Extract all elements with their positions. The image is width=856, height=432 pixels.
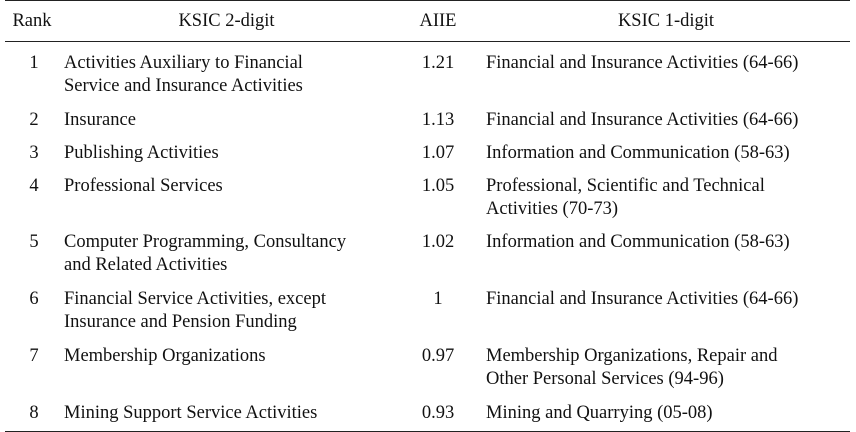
cell-ksic1-line1: Professional, Scientific and Technical — [486, 176, 765, 196]
table-row — [5, 42, 850, 110]
table-row — [5, 142, 850, 175]
cell-ksic1 — [482, 402, 850, 432]
cell-ksic2-line2: Insurance and Pension Funding — [64, 312, 297, 332]
cell-ksic2-line2: Service and Insurance Activities — [64, 76, 303, 96]
cell-rank: 1 — [29, 53, 39, 73]
cell-ksic2-line2: and Related Activities — [64, 255, 228, 275]
cell-ksic2-line1: Publishing Activities — [64, 143, 219, 163]
table-row — [5, 402, 850, 432]
cell-ksic2-line1: Membership Organizations — [64, 346, 266, 366]
header-ksic2: KSIC 2-digit — [178, 11, 275, 31]
cell-ksic2 — [59, 345, 394, 402]
table-row — [5, 288, 850, 345]
header-ksic1: KSIC 1-digit — [617, 11, 715, 31]
cell-ksic1-line2: Activities (70-73) — [486, 199, 619, 219]
cell-rank: 5 — [29, 232, 39, 252]
cell-ksic1-line2: Other Personal Services (94-96) — [486, 369, 724, 389]
cell-rank: 4 — [29, 176, 39, 196]
header-row — [5, 1, 850, 42]
cell-aiie: 1.02 — [421, 232, 455, 252]
cell-ksic1-line1: Financial and Insurance Activities (64-66) — [486, 289, 799, 309]
cell-ksic1-line1: Financial and Insurance Activities (64-66) — [486, 110, 799, 130]
cell-ksic1 — [482, 109, 850, 142]
cell-ksic2-line1: Professional Services — [64, 176, 223, 196]
cell-ksic1 — [482, 288, 850, 345]
cell-aiie: 1.05 — [421, 176, 455, 196]
table-body — [5, 42, 850, 432]
cell-aiie: 0.97 — [421, 346, 455, 366]
table-row — [5, 175, 850, 231]
cell-ksic2-line1: Computer Programming, Consultancy — [64, 232, 347, 252]
cell-aiie: 1 — [433, 289, 443, 309]
cell-aiie: 0.93 — [421, 403, 455, 423]
cell-aiie: 1.07 — [421, 143, 455, 163]
cell-ksic1 — [482, 42, 850, 110]
cell-ksic1 — [482, 175, 850, 231]
table-row — [5, 345, 850, 402]
cell-ksic2 — [59, 402, 394, 432]
header-aiie: AIIE — [419, 11, 457, 31]
cell-ksic2 — [59, 288, 394, 345]
cell-ksic1-line1: Membership Organizations, Repair and — [486, 346, 778, 366]
cell-aiie: 1.21 — [421, 53, 455, 73]
cell-aiie: 1.13 — [421, 110, 455, 130]
cell-ksic1-line1: Mining and Quarrying (05-08) — [486, 403, 713, 423]
cell-ksic2 — [59, 109, 394, 142]
cell-rank: 7 — [29, 346, 39, 366]
cell-rank: 6 — [29, 289, 39, 309]
cell-rank: 3 — [29, 143, 39, 163]
table-header — [5, 1, 850, 42]
cell-ksic1 — [482, 231, 850, 288]
cell-rank: 2 — [29, 110, 39, 130]
cell-ksic2-line1: Financial Service Activities, except — [64, 289, 326, 309]
cell-ksic2-line1: Activities Auxiliary to Financial — [64, 53, 303, 73]
header-rank: Rank — [12, 11, 52, 31]
cell-ksic1 — [482, 142, 850, 175]
cell-ksic2-line1: Mining Support Service Activities — [64, 403, 318, 423]
cell-ksic1-line1: Information and Communication (58-63) — [486, 143, 790, 163]
cell-ksic2 — [59, 42, 394, 110]
cell-ksic2 — [59, 175, 394, 231]
table-row — [5, 109, 850, 142]
cell-rank: 8 — [29, 403, 39, 423]
cell-ksic1 — [482, 345, 850, 402]
table-row — [5, 231, 850, 288]
cell-ksic2 — [59, 231, 394, 288]
cell-ksic1-line1: Information and Communication (58-63) — [486, 232, 790, 252]
cell-ksic2-line1: Insurance — [64, 110, 136, 130]
cell-ksic1-line1: Financial and Insurance Activities (64-66) — [486, 53, 799, 73]
table-container — [5, 0, 850, 432]
cell-ksic2 — [59, 142, 394, 175]
industry-aiie-table — [5, 0, 850, 432]
